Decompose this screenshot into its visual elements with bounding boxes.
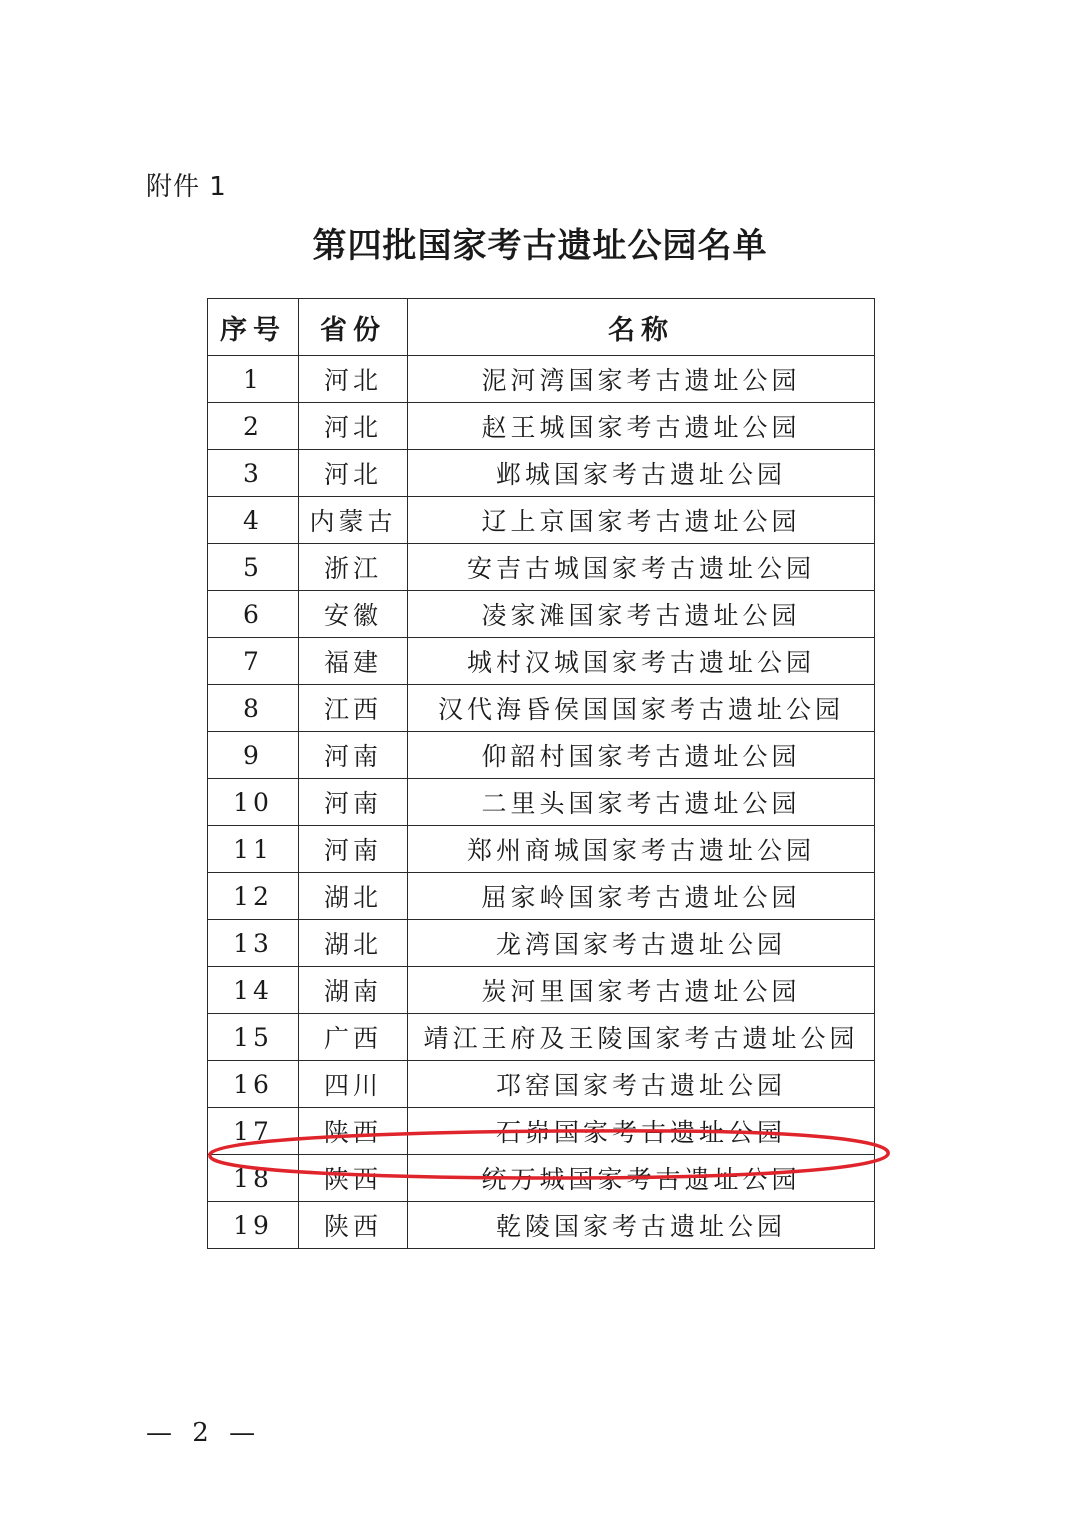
table-row (208, 920, 875, 967)
table-row (208, 450, 875, 497)
table-row (208, 1202, 875, 1249)
row-name: 辽上京国家考古遗址公园 (408, 497, 875, 544)
row-index: 8 (208, 685, 299, 732)
row-province: 四川 (299, 1061, 408, 1108)
row-province: 内蒙古 (299, 497, 408, 544)
header-index: 序号 (208, 299, 299, 356)
header-province: 省份 (299, 299, 408, 356)
row-index: 11 (208, 826, 299, 873)
row-province: 陕西 (299, 1108, 408, 1155)
header-name: 名称 (408, 299, 875, 356)
row-province: 湖北 (299, 873, 408, 920)
row-name: 邺城国家考古遗址公园 (408, 450, 875, 497)
page-number: — 2 — (146, 1418, 262, 1448)
row-province: 广西 (299, 1014, 408, 1061)
row-name: 靖江王府及王陵国家考古遗址公园 (408, 1014, 875, 1061)
row-name: 二里头国家考古遗址公园 (408, 779, 875, 826)
row-name: 泥河湾国家考古遗址公园 (408, 356, 875, 403)
row-name: 乾陵国家考古遗址公园 (408, 1202, 875, 1249)
table-row (208, 779, 875, 826)
row-index: 4 (208, 497, 299, 544)
row-index: 13 (208, 920, 299, 967)
row-index: 3 (208, 450, 299, 497)
row-name: 炭河里国家考古遗址公园 (408, 967, 875, 1014)
row-index: 18 (208, 1155, 299, 1202)
row-index: 17 (208, 1108, 299, 1155)
table-row (208, 826, 875, 873)
row-name: 凌家滩国家考古遗址公园 (408, 591, 875, 638)
row-province: 河南 (299, 779, 408, 826)
row-index: 16 (208, 1061, 299, 1108)
row-province: 河北 (299, 450, 408, 497)
table-row (208, 403, 875, 450)
row-name: 城村汉城国家考古遗址公园 (408, 638, 875, 685)
table-row (208, 873, 875, 920)
attachment-label: 附件 1 (146, 172, 227, 202)
row-name: 石峁国家考古遗址公园 (408, 1108, 875, 1155)
row-index: 14 (208, 967, 299, 1014)
row-province: 湖北 (299, 920, 408, 967)
row-province: 河北 (299, 403, 408, 450)
row-name: 仰韶村国家考古遗址公园 (408, 732, 875, 779)
row-index: 5 (208, 544, 299, 591)
park-list-table (207, 298, 875, 1249)
row-index: 6 (208, 591, 299, 638)
row-index: 7 (208, 638, 299, 685)
row-province: 陕西 (299, 1202, 408, 1249)
row-index: 19 (208, 1202, 299, 1249)
row-province: 安徽 (299, 591, 408, 638)
row-province: 河南 (299, 826, 408, 873)
row-name: 统万城国家考古遗址公园 (408, 1155, 875, 1202)
table-row (208, 638, 875, 685)
table-row (208, 1061, 875, 1108)
table-row (208, 732, 875, 779)
row-index: 2 (208, 403, 299, 450)
row-province: 江西 (299, 685, 408, 732)
row-index: 1 (208, 356, 299, 403)
row-province: 湖南 (299, 967, 408, 1014)
row-index: 10 (208, 779, 299, 826)
row-name: 汉代海昏侯国国家考古遗址公园 (408, 685, 875, 732)
row-province: 河北 (299, 356, 408, 403)
table-row (208, 685, 875, 732)
table-row (208, 544, 875, 591)
table-header-row (208, 299, 875, 356)
table-row (208, 1155, 875, 1202)
row-name: 赵王城国家考古遗址公园 (408, 403, 875, 450)
document-title: 第四批国家考古遗址公园名单 (312, 226, 768, 266)
row-name: 龙湾国家考古遗址公园 (408, 920, 875, 967)
table-row (208, 356, 875, 403)
table-row (208, 967, 875, 1014)
row-name: 郑州商城国家考古遗址公园 (408, 826, 875, 873)
row-name: 邛窑国家考古遗址公园 (408, 1061, 875, 1108)
row-province: 陕西 (299, 1155, 408, 1202)
table-row (208, 591, 875, 638)
row-index: 9 (208, 732, 299, 779)
row-index: 12 (208, 873, 299, 920)
row-name: 安吉古城国家考古遗址公园 (408, 544, 875, 591)
row-index: 15 (208, 1014, 299, 1061)
row-province: 福建 (299, 638, 408, 685)
row-name: 屈家岭国家考古遗址公园 (408, 873, 875, 920)
table-row-highlighted (208, 1108, 875, 1155)
row-province: 浙江 (299, 544, 408, 591)
table-row (208, 1014, 875, 1061)
table-row (208, 497, 875, 544)
row-province: 河南 (299, 732, 408, 779)
